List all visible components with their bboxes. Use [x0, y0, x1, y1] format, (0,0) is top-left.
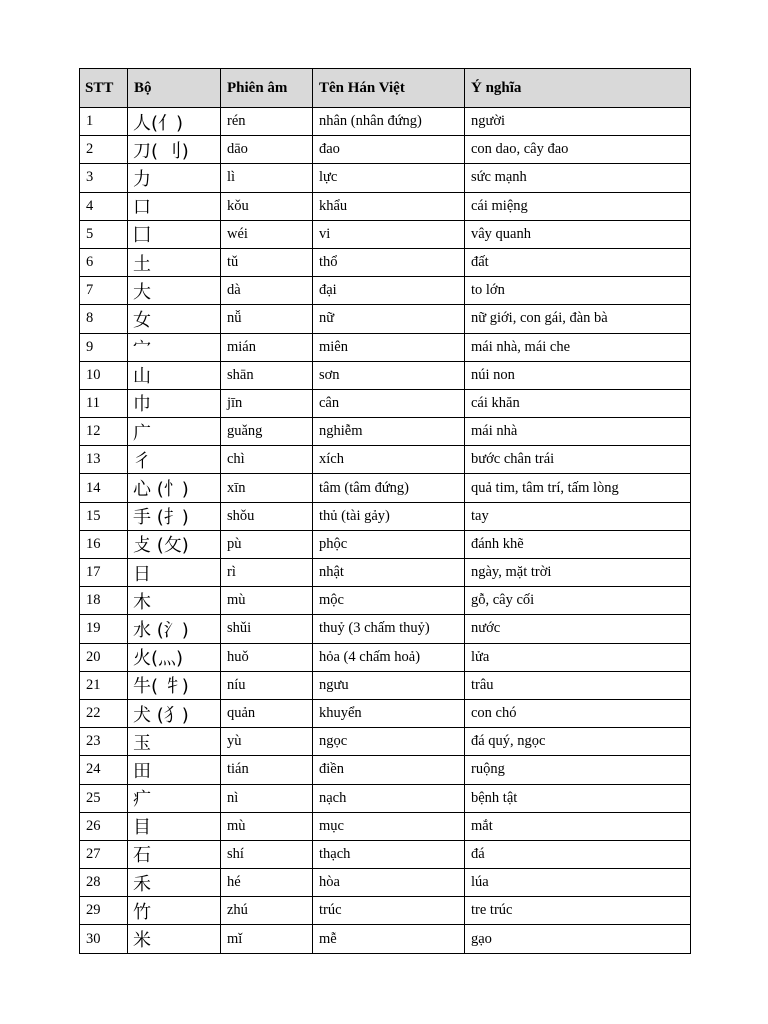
cell-sino-vietnamese: xích [313, 446, 465, 474]
cell-pinyin: nì [221, 784, 313, 812]
cell-sino-vietnamese: nạch [313, 784, 465, 812]
cell-stt: 2 [80, 136, 128, 164]
cell-stt: 13 [80, 446, 128, 474]
cell-pinyin: chì [221, 446, 313, 474]
cell-sino-vietnamese: đại [313, 277, 465, 305]
cell-radical: 彳 [128, 446, 221, 474]
cell-meaning: cái khăn [465, 389, 691, 417]
table-row [80, 756, 691, 784]
cell-sino-vietnamese: sơn [313, 361, 465, 389]
cell-pinyin: mù [221, 587, 313, 615]
cell-stt: 9 [80, 333, 128, 361]
cell-meaning: tay [465, 502, 691, 530]
cell-radical: 囗 [128, 220, 221, 248]
cell-sino-vietnamese: ngọc [313, 728, 465, 756]
cell-meaning: nữ giới, con gái, đàn bà [465, 305, 691, 333]
cell-sino-vietnamese: mộc [313, 587, 465, 615]
cell-sino-vietnamese: nhân (nhân đứng) [313, 108, 465, 136]
cell-radical: 疒 [128, 784, 221, 812]
cell-radical: 禾 [128, 869, 221, 897]
cell-stt: 27 [80, 840, 128, 868]
table-row [80, 925, 691, 953]
cell-pinyin: tián [221, 756, 313, 784]
table-row [80, 305, 691, 333]
cell-radical: 竹 [128, 897, 221, 925]
cell-stt: 7 [80, 277, 128, 305]
cell-pinyin: guǎng [221, 418, 313, 446]
cell-radical: 手 (扌) [128, 502, 221, 530]
cell-sino-vietnamese: thạch [313, 840, 465, 868]
cell-stt: 4 [80, 192, 128, 220]
cell-radical: 女 [128, 305, 221, 333]
cell-stt: 20 [80, 643, 128, 671]
table-row [80, 671, 691, 699]
cell-radical: 巾 [128, 389, 221, 417]
cell-radical: 米 [128, 925, 221, 953]
cell-pinyin: xīn [221, 474, 313, 502]
cell-sino-vietnamese: mễ [313, 925, 465, 953]
cell-stt: 30 [80, 925, 128, 953]
cell-pinyin: níu [221, 671, 313, 699]
cell-radical: 水 (氵) [128, 615, 221, 643]
table-row [80, 333, 691, 361]
cell-meaning: vây quanh [465, 220, 691, 248]
cell-pinyin: nǚ [221, 305, 313, 333]
cell-radical: 土 [128, 248, 221, 276]
cell-radical: 山 [128, 361, 221, 389]
cell-stt: 15 [80, 502, 128, 530]
table-row [80, 418, 691, 446]
cell-stt: 24 [80, 756, 128, 784]
table-row [80, 869, 691, 897]
table-row [80, 699, 691, 727]
cell-pinyin: wéi [221, 220, 313, 248]
cell-stt: 10 [80, 361, 128, 389]
cell-meaning: nước [465, 615, 691, 643]
cell-radical: 火(灬) [128, 643, 221, 671]
cell-stt: 21 [80, 671, 128, 699]
table-row [80, 164, 691, 192]
cell-meaning: mái nhà [465, 418, 691, 446]
cell-pinyin: mǐ [221, 925, 313, 953]
cell-radical: 口 [128, 192, 221, 220]
table-row [80, 897, 691, 925]
cell-meaning: đánh khẽ [465, 530, 691, 558]
cell-pinyin: shǒu [221, 502, 313, 530]
cell-stt: 6 [80, 248, 128, 276]
cell-radical: 犬 (犭) [128, 699, 221, 727]
cell-radical: 牛( 牜) [128, 671, 221, 699]
cell-meaning: gỗ, cây cối [465, 587, 691, 615]
table-row [80, 446, 691, 474]
cell-pinyin: zhú [221, 897, 313, 925]
cell-meaning: mắt [465, 812, 691, 840]
cell-meaning: đá quý, ngọc [465, 728, 691, 756]
cell-stt: 19 [80, 615, 128, 643]
cell-pinyin: kǒu [221, 192, 313, 220]
cell-stt: 22 [80, 699, 128, 727]
cell-sino-vietnamese: trúc [313, 897, 465, 925]
cell-sino-vietnamese: vi [313, 220, 465, 248]
table-row [80, 587, 691, 615]
cell-pinyin: mián [221, 333, 313, 361]
cell-radical: 石 [128, 840, 221, 868]
cell-pinyin: pù [221, 530, 313, 558]
cell-radical: 心 (忄) [128, 474, 221, 502]
table-row [80, 389, 691, 417]
document-page [79, 68, 691, 954]
cell-sino-vietnamese: thuỷ (3 chấm thuỷ) [313, 615, 465, 643]
cell-meaning: đất [465, 248, 691, 276]
cell-radical: 木 [128, 587, 221, 615]
header-meaning: Ý nghĩa [465, 69, 691, 108]
cell-sino-vietnamese: nữ [313, 305, 465, 333]
cell-radical: 目 [128, 812, 221, 840]
cell-sino-vietnamese: khẩu [313, 192, 465, 220]
cell-sino-vietnamese: mục [313, 812, 465, 840]
cell-radical: 力 [128, 164, 221, 192]
cell-radical: 攴 (攵) [128, 530, 221, 558]
cell-stt: 29 [80, 897, 128, 925]
cell-sino-vietnamese: hòa [313, 869, 465, 897]
table-row [80, 277, 691, 305]
cell-pinyin: dà [221, 277, 313, 305]
table-row [80, 643, 691, 671]
table-row [80, 192, 691, 220]
cell-stt: 5 [80, 220, 128, 248]
cell-meaning: to lớn [465, 277, 691, 305]
cell-meaning: bệnh tật [465, 784, 691, 812]
cell-stt: 28 [80, 869, 128, 897]
cell-stt: 18 [80, 587, 128, 615]
cell-meaning: quả tim, tâm trí, tấm lòng [465, 474, 691, 502]
cell-meaning: núi non [465, 361, 691, 389]
cell-sino-vietnamese: nghiễm [313, 418, 465, 446]
table-row [80, 248, 691, 276]
table-row [80, 502, 691, 530]
header-row [80, 69, 691, 108]
cell-stt: 26 [80, 812, 128, 840]
cell-radical: 玉 [128, 728, 221, 756]
cell-pinyin: shǔi [221, 615, 313, 643]
cell-sino-vietnamese: đao [313, 136, 465, 164]
table-row [80, 361, 691, 389]
cell-meaning: mái nhà, mái che [465, 333, 691, 361]
cell-sino-vietnamese: tâm (tâm đứng) [313, 474, 465, 502]
cell-meaning: gạo [465, 925, 691, 953]
table-row [80, 784, 691, 812]
cell-pinyin: yù [221, 728, 313, 756]
header-stt: STT [80, 69, 128, 108]
cell-meaning: bước chân trái [465, 446, 691, 474]
cell-radical: 刀( 刂) [128, 136, 221, 164]
cell-stt: 3 [80, 164, 128, 192]
cell-pinyin: hé [221, 869, 313, 897]
cell-sino-vietnamese: ngưu [313, 671, 465, 699]
radicals-table [79, 68, 691, 954]
table-row [80, 530, 691, 558]
cell-meaning: lửa [465, 643, 691, 671]
cell-pinyin: dāo [221, 136, 313, 164]
cell-radical: 宀 [128, 333, 221, 361]
cell-pinyin: jīn [221, 389, 313, 417]
cell-meaning: sức mạnh [465, 164, 691, 192]
cell-meaning: ruộng [465, 756, 691, 784]
cell-stt: 1 [80, 108, 128, 136]
cell-stt: 23 [80, 728, 128, 756]
cell-sino-vietnamese: thổ [313, 248, 465, 276]
table-row [80, 108, 691, 136]
cell-sino-vietnamese: nhật [313, 559, 465, 587]
cell-stt: 12 [80, 418, 128, 446]
table-row [80, 812, 691, 840]
cell-sino-vietnamese: phộc [313, 530, 465, 558]
cell-radical: 人(亻) [128, 108, 221, 136]
cell-stt: 25 [80, 784, 128, 812]
cell-sino-vietnamese: thủ (tài gảy) [313, 502, 465, 530]
cell-pinyin: rì [221, 559, 313, 587]
table-row [80, 220, 691, 248]
cell-meaning: người [465, 108, 691, 136]
table-row [80, 559, 691, 587]
cell-meaning: đá [465, 840, 691, 868]
cell-stt: 17 [80, 559, 128, 587]
cell-pinyin: tǔ [221, 248, 313, 276]
cell-meaning: lúa [465, 869, 691, 897]
table-row [80, 840, 691, 868]
cell-sino-vietnamese: cân [313, 389, 465, 417]
cell-sino-vietnamese: miên [313, 333, 465, 361]
cell-pinyin: shān [221, 361, 313, 389]
cell-pinyin: huǒ [221, 643, 313, 671]
cell-stt: 11 [80, 389, 128, 417]
header-sino-vietnamese: Tên Hán Việt [313, 69, 465, 108]
header-radical: Bộ [128, 69, 221, 108]
cell-sino-vietnamese: lực [313, 164, 465, 192]
cell-meaning: ngày, mặt trời [465, 559, 691, 587]
cell-sino-vietnamese: điền [313, 756, 465, 784]
cell-meaning: con dao, cây đao [465, 136, 691, 164]
cell-radical: 大 [128, 277, 221, 305]
cell-meaning: cái miệng [465, 192, 691, 220]
cell-stt: 16 [80, 530, 128, 558]
cell-radical: 广 [128, 418, 221, 446]
cell-radical: 日 [128, 559, 221, 587]
table-row [80, 728, 691, 756]
cell-sino-vietnamese: khuyển [313, 699, 465, 727]
table-row [80, 474, 691, 502]
cell-pinyin: lì [221, 164, 313, 192]
cell-stt: 14 [80, 474, 128, 502]
cell-stt: 8 [80, 305, 128, 333]
header-pinyin: Phiên âm [221, 69, 313, 108]
cell-pinyin: mù [221, 812, 313, 840]
table-row [80, 136, 691, 164]
cell-pinyin: shí [221, 840, 313, 868]
cell-meaning: trâu [465, 671, 691, 699]
cell-sino-vietnamese: hỏa (4 chấm hoả) [313, 643, 465, 671]
cell-meaning: tre trúc [465, 897, 691, 925]
cell-pinyin: rén [221, 108, 313, 136]
table-row [80, 615, 691, 643]
cell-meaning: con chó [465, 699, 691, 727]
cell-radical: 田 [128, 756, 221, 784]
cell-pinyin: quản [221, 699, 313, 727]
